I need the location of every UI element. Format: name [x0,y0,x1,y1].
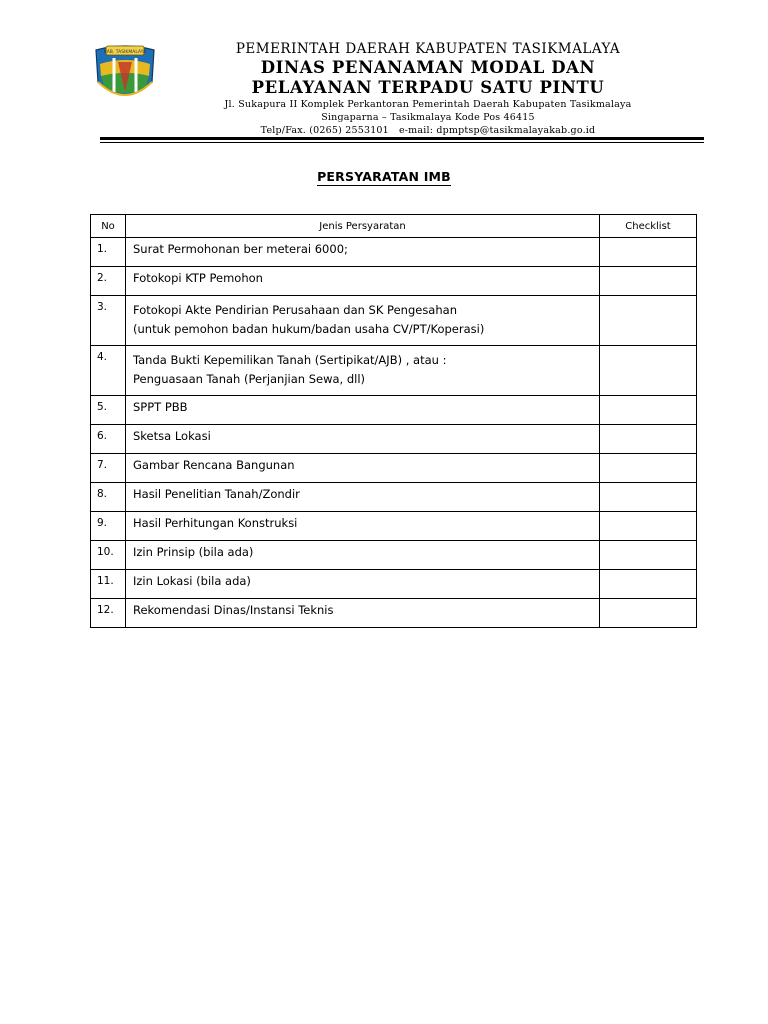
document-title [0,169,768,184]
row-requirement [126,346,600,396]
checklist-cell[interactable] [600,541,697,570]
row-number: 7. [91,454,126,483]
row-number: 9. [91,512,126,541]
row-requirement [126,238,600,267]
checklist-cell[interactable] [600,267,697,296]
requirement-text: Izin Lokasi (bila ada) [133,574,251,588]
table-row [91,599,697,628]
requirement-text: Sketsa Lokasi [133,429,211,443]
regency-emblem-logo [92,42,158,106]
requirement-text: Fotokopi Akte Pendirian Perusahaan dan SK Pengesahan [133,303,457,317]
table-row [91,454,697,483]
header-checklist: Checklist [600,215,697,238]
requirement-text: Gambar Rencana Bangunan [133,458,295,472]
table-row [91,570,697,599]
table-row [91,425,697,454]
row-requirement [126,296,600,346]
checklist-cell[interactable] [600,570,697,599]
government-name: PEMERINTAH DAERAH KABUPATEN TASIKMALAYA [235,41,621,57]
row-number: 10. [91,541,126,570]
header-no: No [91,215,126,238]
table-row [91,238,697,267]
email-address: e-mail: dpmptsp@tasikmalayakab.go.id [398,125,596,136]
requirement-text: Tanda Bukti Kepemilikan Tanah (Sertipikat/AJB) , atau : [133,353,447,367]
checklist-cell[interactable] [600,296,697,346]
row-number: 5. [91,396,126,425]
row-number: 3. [91,296,126,346]
address-line1: Jl. Sukapura II Komplek Perkantoran Pemerintah Daerah Kabupaten Tasikmalaya [224,99,632,110]
document-title-text: PERSYARATAN IMB [317,169,451,184]
row-number: 11. [91,570,126,599]
row-requirement [126,570,600,599]
table-row [91,346,697,396]
row-requirement [126,267,600,296]
requirement-text: Hasil Penelitian Tanah/Zondir [133,487,300,501]
letterhead-divider-thin [100,142,704,143]
checklist-cell[interactable] [600,238,697,267]
address-line2: Singaparna – Tasikmalaya Kode Pos 46415 [321,112,535,123]
checklist-cell[interactable] [600,483,697,512]
letterhead [178,40,678,137]
contact-line [178,124,678,137]
requirement-text: Fotokopi KTP Pemohon [133,271,263,285]
requirement-text: Hasil Perhitungan Konstruksi [133,516,298,530]
table-row [91,483,697,512]
row-number: 8. [91,483,126,512]
checklist-cell[interactable] [600,512,697,541]
row-requirement [126,599,600,628]
row-requirement [126,512,600,541]
row-requirement [126,483,600,512]
requirement-note: Penguasaan Tanah (Perjanjian Sewa, dll) [133,372,366,386]
row-requirement [126,541,600,570]
agency-name-line2: PELAYANAN TERPADU SATU PINTU [251,78,605,97]
table-row [91,512,697,541]
requirement-note: (untuk pemohon badan hukum/badan usaha CV/PT/Koperasi) [133,322,485,336]
phone-fax: Telp/Fax. (0265) 2553101 [260,125,389,136]
agency-name-line1: DINAS PENANAMAN MODAL DAN [260,58,596,77]
checklist-cell[interactable] [600,425,697,454]
table-header-row [91,215,697,238]
requirement-text: Izin Prinsip (bila ada) [133,545,254,559]
table-row [91,541,697,570]
row-number: 4. [91,346,126,396]
row-number: 1. [91,238,126,267]
row-requirement [126,396,600,425]
requirement-text: SPPT PBB [133,400,188,414]
row-requirement [126,454,600,483]
requirement-text: Surat Permohonan ber meterai 6000; [133,242,348,256]
row-number: 6. [91,425,126,454]
requirements-table [90,214,697,628]
table-row [91,296,697,346]
row-number: 12. [91,599,126,628]
header-requirement: Jenis Persyaratan [126,215,600,238]
letterhead-divider-thick [100,137,704,140]
checklist-cell[interactable] [600,346,697,396]
row-requirement [126,425,600,454]
requirement-text: Rekomendasi Dinas/Instansi Teknis [133,603,334,617]
table-row [91,396,697,425]
checklist-cell[interactable] [600,599,697,628]
checklist-cell[interactable] [600,454,697,483]
row-number: 2. [91,267,126,296]
checklist-cell[interactable] [600,396,697,425]
logo-label: KAB. TASIKMALAYA [103,50,147,55]
table-row [91,267,697,296]
